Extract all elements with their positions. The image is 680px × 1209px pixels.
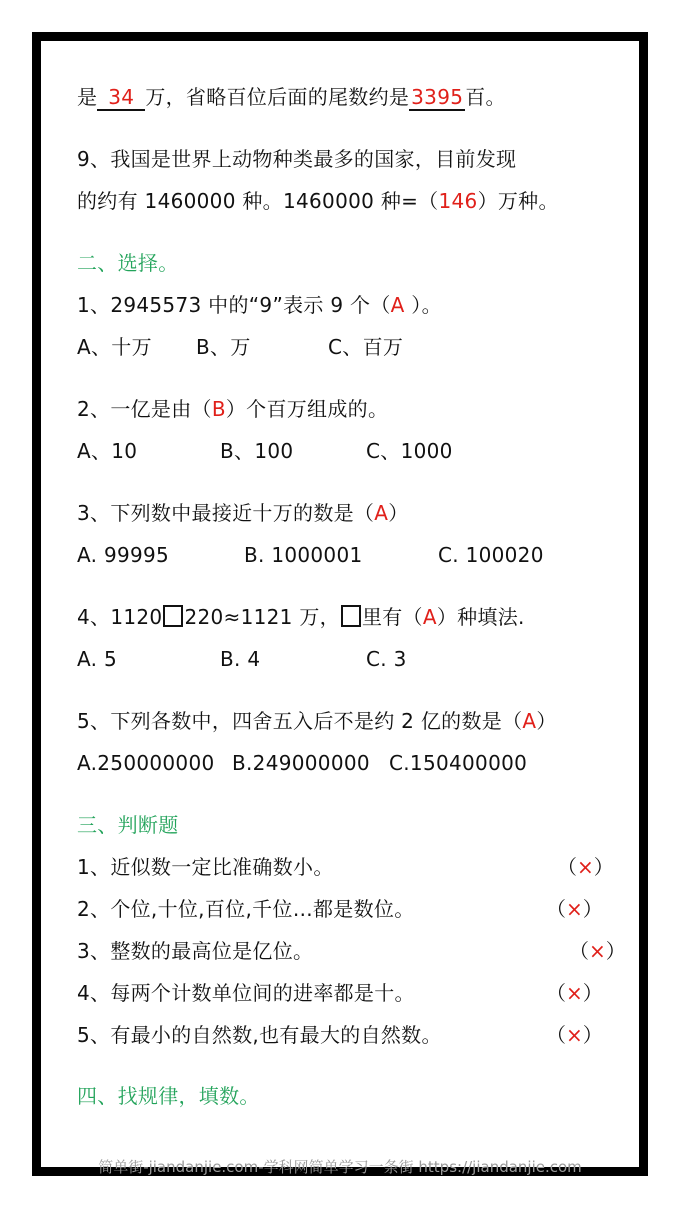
choice-q1-text: 1、2945573 中的“9”表示 9 个（: [77, 293, 391, 317]
option-b: B. 4: [220, 647, 261, 671]
section2-heading: 二、选择。: [77, 251, 179, 275]
section4-heading: 四、找规律，填数。: [77, 1084, 260, 1108]
choice-q3-text-end: ）: [388, 501, 409, 525]
judge-mark-3: （×）: [569, 939, 626, 963]
option-c: C、1000: [366, 439, 453, 463]
judge-item-5: 5、有最小的自然数,也有最大的自然数。: [77, 1023, 442, 1047]
q8-answer-2: 3395: [411, 85, 464, 109]
option-a: A.250000000: [77, 751, 215, 775]
judge-item-1: 1、近似数一定比准确数小。: [77, 855, 334, 879]
choice-q2-text-end: ）个百万组成的。: [225, 397, 389, 421]
choice-q5-answer: A: [522, 709, 537, 733]
choice-q4-answer: A: [422, 605, 437, 629]
blank-box-icon: [163, 605, 183, 627]
option-a: A、10: [77, 439, 138, 463]
option-a: A. 5: [77, 647, 117, 671]
choice-q2-stem: [77, 395, 388, 423]
option-c: C.150400000: [389, 751, 528, 775]
q9-line-2: [77, 187, 559, 215]
cross-icon: ×: [577, 855, 594, 879]
judge-item-4: 4、每两个计数单位间的进率都是十。: [77, 981, 415, 1005]
choice-q4-text: 4、1120: [77, 605, 163, 629]
q9-text-1: 的约有 1460000 种。1460000 种=（: [77, 189, 439, 213]
choice-q5-options: [77, 749, 597, 777]
q9-answer: 146: [438, 189, 478, 213]
section3-heading: 三、判断题: [77, 813, 179, 837]
q9-line-1: 9、我国是世界上动物种类最多的国家，目前发现: [77, 147, 517, 171]
cross-icon: ×: [566, 1023, 583, 1047]
option-b: B、万: [196, 335, 251, 359]
option-b: B、100: [220, 439, 294, 463]
choice-q5-stem: [77, 707, 557, 735]
choice-q3-stem: [77, 499, 409, 527]
choice-q5-text: 5、下列各数中，四舍五入后不是约 2 亿的数是（: [77, 709, 523, 733]
q8-text-1: 是: [77, 85, 98, 109]
choice-q3-text: 3、下列数中最接近十万的数是（: [77, 501, 375, 525]
choice-q2-options: [77, 437, 577, 465]
choice-q1-stem: [77, 291, 442, 319]
option-b: B. 1000001: [244, 543, 363, 567]
choice-q3-answer: A: [374, 501, 389, 525]
choice-q1-options: [77, 333, 577, 361]
blank-box-icon: [341, 605, 361, 627]
judge-mark-5: （×）: [546, 1023, 603, 1047]
cross-icon: ×: [566, 897, 583, 921]
judge-mark-4: （×）: [546, 981, 603, 1005]
option-c: C、百万: [328, 335, 404, 359]
option-b: B.249000000: [232, 751, 370, 775]
option-c: C. 100020: [438, 543, 544, 567]
choice-q2-text: 2、一亿是由（: [77, 397, 212, 421]
choice-q4-options: [77, 645, 577, 673]
judge-mark-1: （×）: [557, 855, 614, 879]
cross-icon: ×: [589, 939, 606, 963]
choice-q5-text-end: ）: [536, 709, 557, 733]
choice-q4-text-mid2: 里有（: [361, 605, 423, 629]
choice-q3-options: [77, 541, 597, 569]
choice-q4-text-mid: 220≈1121 万，: [184, 605, 340, 629]
footer-watermark: 简单街-jiandanjie.com-学科网简单学习一条街 https://jiandanjie.com: [98, 1158, 582, 1176]
choice-q2-answer: B: [211, 397, 226, 421]
option-c: C. 3: [366, 647, 407, 671]
option-a: A、十万: [77, 335, 152, 359]
q8-text-3: 百。: [465, 85, 506, 109]
worksheet-page: [41, 41, 639, 1167]
q8-answer-1: 34: [97, 85, 145, 111]
choice-q1-text-end: ）。: [404, 293, 442, 317]
judge-item-3: 3、整数的最高位是亿位。: [77, 939, 314, 963]
option-a: A. 99995: [77, 543, 170, 567]
judge-item-2: 2、个位,十位,百位,千位…都是数位。: [77, 897, 415, 921]
q8-text-2: 万，省略百位后面的尾数约是: [145, 85, 410, 109]
q8-line: [77, 83, 506, 111]
choice-q4-text-end: ）种填法.: [436, 605, 525, 629]
q9-text-2: ）万种。: [477, 189, 559, 213]
choice-q4-stem: [77, 603, 525, 631]
cross-icon: ×: [566, 981, 583, 1005]
judge-mark-2: （×）: [546, 897, 603, 921]
choice-q1-answer: A: [390, 293, 405, 317]
